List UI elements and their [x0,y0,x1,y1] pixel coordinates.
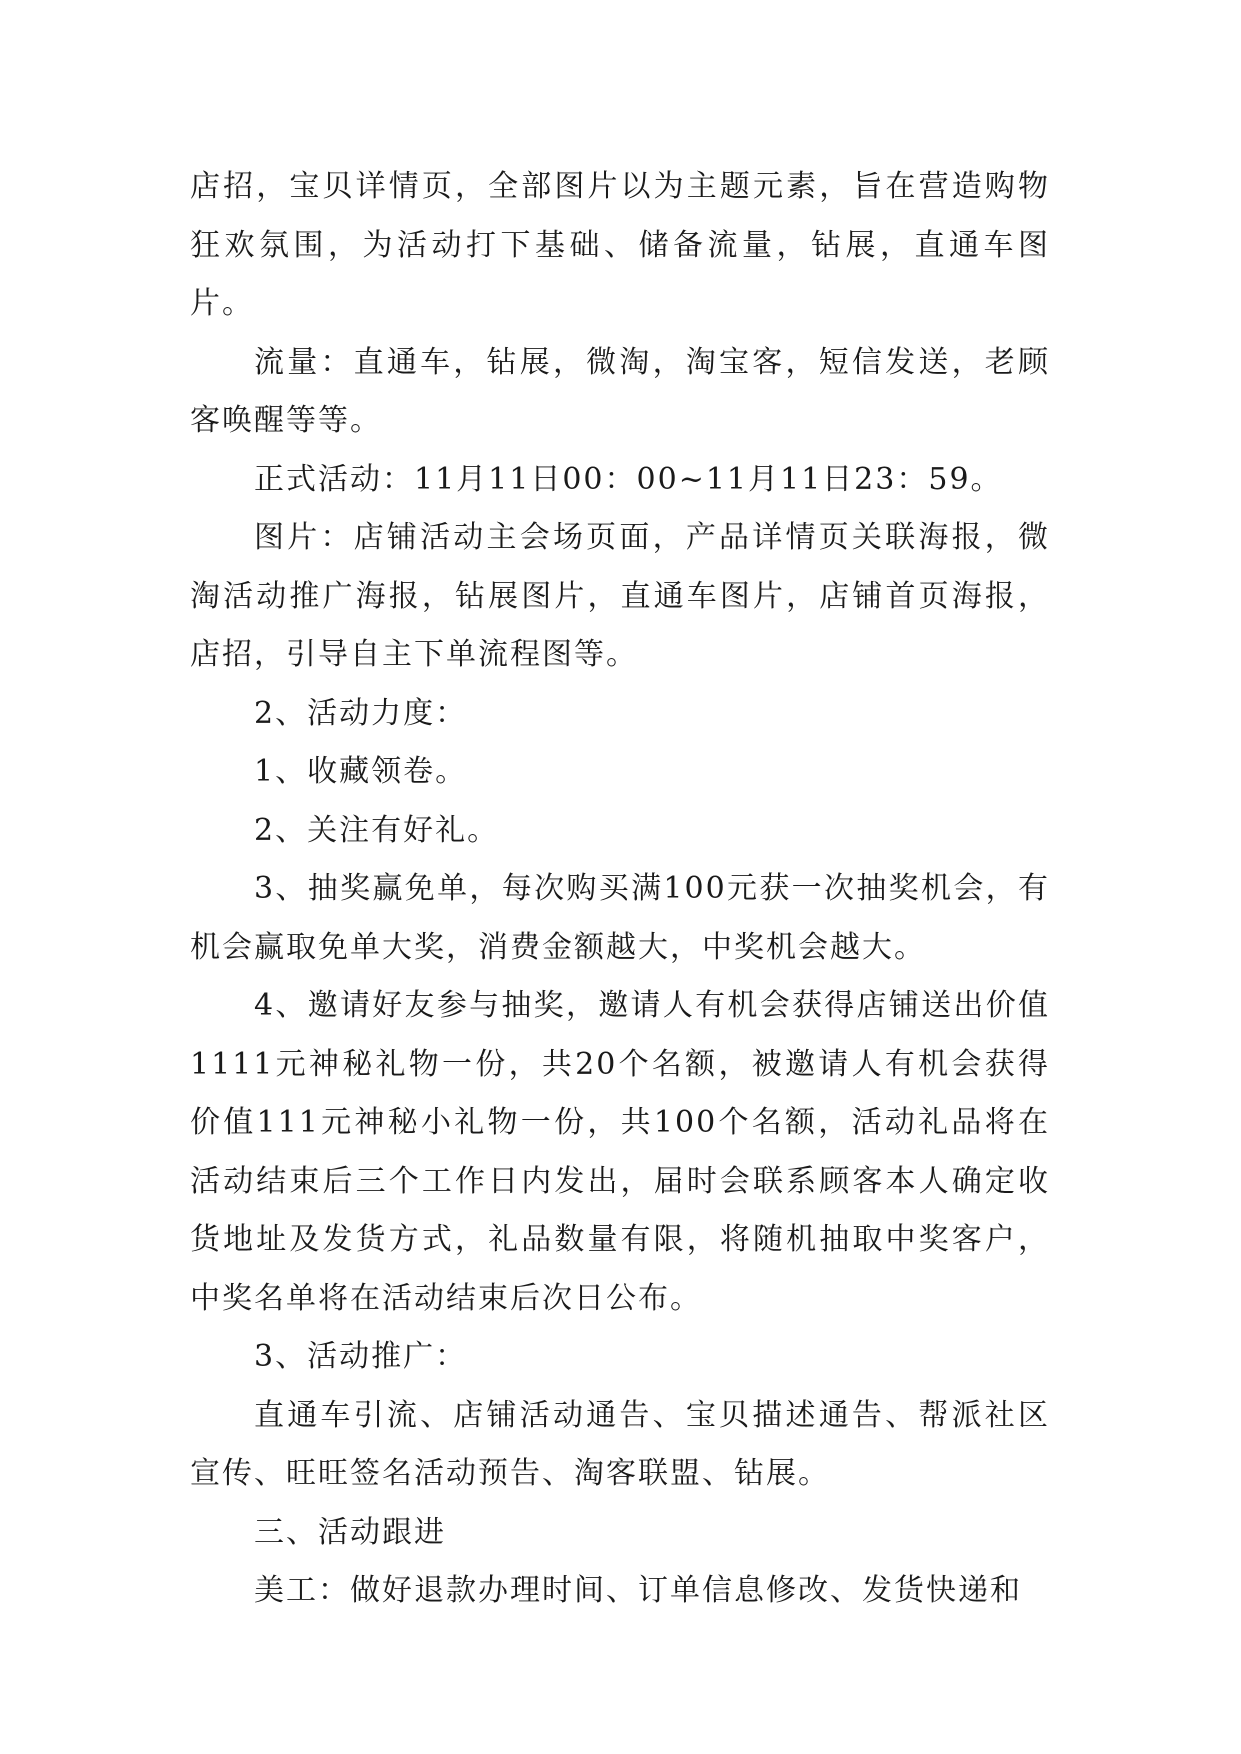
heading-activity-strength: 2、活动力度： [254,695,468,731]
heading-activity-follow-up: 三、活动跟进 [254,1514,446,1550]
paragraph-traffic: 流量：直通车，钻展，微淘，淘宝客，短信发送，老顾客唤醒等等。 [190,344,1050,438]
paragraph-designer: 美工：做好退款办理时间、订单信息修改、发货快递和 [254,1573,1022,1608]
list-item-collect-coupon: 1、收藏领卷。 [254,754,468,789]
paragraph-official-event-time: 正式活动：11月11日00：00~11月11日23：59。 [254,461,1003,497]
paragraph-images: 图片：店铺活动主会场页面，产品详情页关联海报，微淘活动推广海报，钻展图片，直通车图片，店铺首页海报，店招，引导自主下单流程图等。 [190,520,1050,672]
paragraph-intro-continuation: 店招，宝贝详情页，全部图片以为主题元素，旨在营造购物狂欢氛围，为活动打下基础、储备流量，钻展，直通车图片。 [190,169,1050,321]
paragraph-promotion-channels: 直通车引流、店铺活动通告、宝贝描述通告、帮派社区宣传、旺旺签名活动预告、淘客联盟、钻展。 [190,1397,1050,1491]
list-item-invite-friends: 4、邀请好友参与抽奖，邀请人有机会获得店铺送出价值1111元神秘礼物一份，共20个名额，被邀请人有机会获得价值111元神秘小礼物一份，共100个名额，活动礼品将在活动结束后三个工作日内发出，届时会联系顾客本人确定收货地址及发货方式，礼品数量有限，将随机抽取中奖客户，中奖名单将在活动结束后次日公布。 [190,988,1050,1316]
list-item-follow-gift: 2、关注有好礼。 [254,812,500,848]
heading-activity-promotion: 3、活动推广： [254,1339,468,1374]
document-body [190,158,1050,1621]
list-item-lottery: 3、抽奖赢免单，每次购买满100元获一次抽奖机会，有机会赢取免单大奖，消费金额越大，中奖机会越大。 [190,871,1050,965]
